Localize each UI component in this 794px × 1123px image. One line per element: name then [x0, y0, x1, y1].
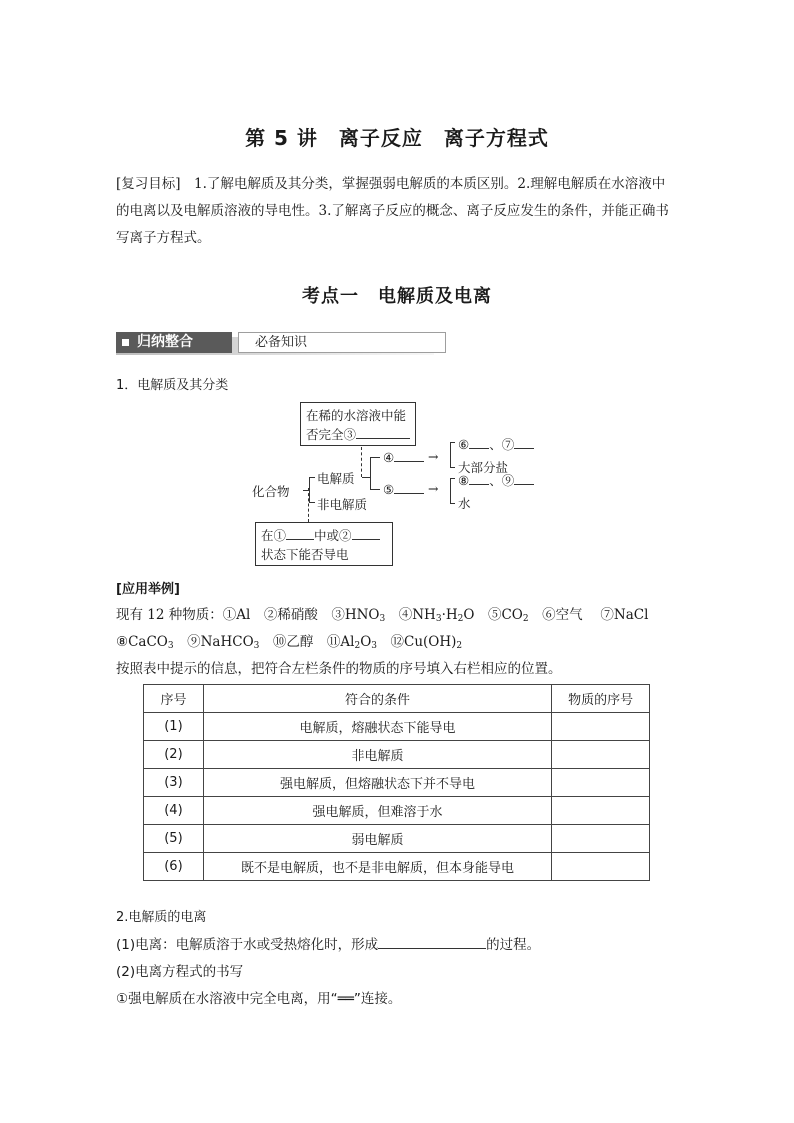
table-cell: (6) — [144, 853, 204, 881]
review-goals-label: [复习目标] — [116, 176, 181, 192]
square-bullet-icon — [122, 339, 129, 346]
ionization-definition: (1)电离：电解质溶于水或受热熔化时，形成 的过程。 — [116, 933, 540, 953]
strong-electrolyte-rule: ①强电解质在水溶液中完全电离，用“══”连接。 — [116, 991, 402, 1007]
table-cell: (2) — [144, 741, 204, 769]
banner-light-label: 必备知识 — [255, 335, 308, 350]
table-header: 序号 — [144, 685, 204, 713]
arrow-right-icon: → — [428, 481, 439, 496]
banner-dark-label: 归纳整合 — [137, 334, 193, 350]
section-banner — [116, 331, 434, 355]
table-cell: (5) — [144, 825, 204, 853]
banner-light-tab — [238, 332, 446, 353]
dashed-connector-top — [361, 447, 362, 477]
blank-5: ⑤ — [383, 481, 424, 497]
blanks-8-9: ⑧ 、⑨ — [458, 471, 534, 489]
table-cell: (1) — [144, 713, 204, 741]
review-goals-text: 1.了解电解质及其分类，掌握强弱电解质的本质区别。2.理解电解质在水溶液中的电离以及电解质溶液的导电性。3.了解离子反应的概念、离子反应发生的条件，并能正确书写离子方程式。 — [116, 176, 669, 246]
top-box-line2: 否完全③ — [306, 425, 410, 443]
water-label: 水 — [458, 496, 471, 511]
table-cell: (3) — [144, 769, 204, 797]
table-header-row — [144, 685, 650, 713]
table-row — [144, 769, 650, 797]
table-cell: (4) — [144, 797, 204, 825]
table-row — [144, 825, 650, 853]
apply-heading: [应用举例] — [116, 582, 180, 597]
table-header: 符合的条件 — [203, 685, 551, 713]
section-title: 考点一 电解质及电离 — [302, 286, 492, 307]
table-header: 物质的序号 — [552, 685, 650, 713]
table-row — [144, 713, 650, 741]
table-cell: 既不是电解质，也不是非电解质，但本身能导电 — [203, 853, 551, 881]
answer-cell[interactable] — [552, 797, 650, 825]
answer-cell[interactable] — [552, 713, 650, 741]
part2-heading: 2.电解质的电离 — [116, 910, 207, 925]
answer-cell[interactable] — [552, 853, 650, 881]
bottom-box-line2: 状态下能否导电 — [261, 547, 349, 562]
instruction-text: 按照表中提示的信息，把符合左栏条件的物质的序号填入右栏相应的位置。 — [116, 661, 562, 677]
table-cell: 强电解质，但熔融状态下并不导电 — [203, 769, 551, 797]
substance-list-line2: ⑧CaCO$_3$ ⑨NaHCO$_3$ ⑩乙醇 $⑪Al_2O_3$ $⑫Cu(OH)_2$ — [116, 634, 463, 651]
page-title: 第 5 讲 离子反应 离子方程式 — [245, 126, 549, 150]
arrow-right-icon: → — [428, 449, 439, 464]
table-row — [144, 797, 650, 825]
electrolyte-label: 电解质 — [317, 471, 355, 486]
banner-dark-tab — [116, 332, 232, 353]
substance-table — [143, 684, 650, 881]
table-cell: 非电解质 — [203, 741, 551, 769]
compound-label: 化合物 — [252, 484, 290, 499]
equation-writing-heading: (2)电离方程式的书写 — [116, 964, 244, 980]
table-cell: 弱电解质 — [203, 825, 551, 853]
review-goals — [116, 171, 676, 252]
table-row — [144, 853, 650, 881]
heading-electrolyte-classification: 1．电解质及其分类 — [116, 378, 229, 393]
table-cell: 强电解质，但难溶于水 — [203, 797, 551, 825]
answer-cell[interactable] — [552, 769, 650, 797]
table-cell: 电解质，熔融状态下能导电 — [203, 713, 551, 741]
bottom-box-line1: 在① 中或② — [261, 526, 380, 544]
answer-cell[interactable] — [552, 825, 650, 853]
top-box-line1: 在稀的水溶液中能 — [306, 408, 407, 423]
blank-4: ④ — [383, 449, 424, 465]
blanks-6-7: ⑥ 、⑦ — [458, 435, 534, 453]
fill-blank[interactable] — [378, 934, 486, 949]
table-row — [144, 741, 650, 769]
substance-list-line1: 现有 12 种物质：①Al ②稀硝酸 $③HNO_3$ $④NH_3\cdot H_2O$ $⑤CO_2$ ⑥空气 ⑦NaCl — [116, 607, 649, 624]
most-salts-label: 大部分盐 — [458, 460, 509, 475]
classification-diagram — [240, 398, 560, 570]
answer-cell[interactable] — [552, 741, 650, 769]
non-electrolyte-label: 非电解质 — [317, 497, 368, 512]
